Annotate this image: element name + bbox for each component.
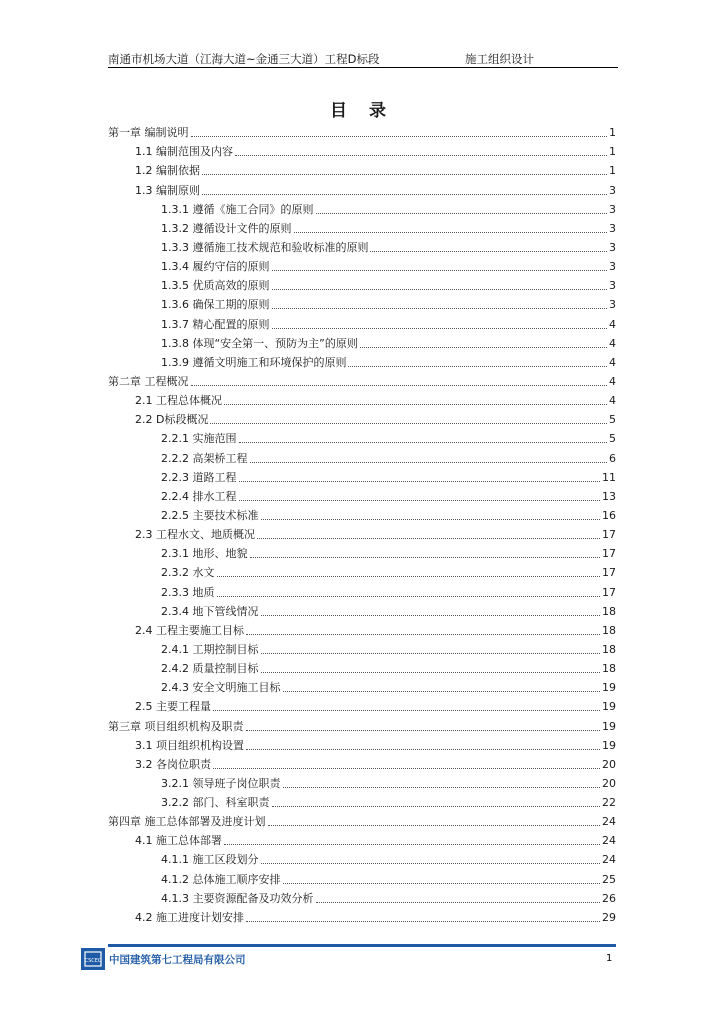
header-divider — [108, 67, 618, 68]
toc-entry[interactable] — [108, 123, 616, 142]
toc-entry-label: 1.3.9 遵循文明施工和环境保护的原则 — [161, 355, 347, 369]
toc-entry-page: 16 — [602, 508, 616, 522]
toc-dot-leader — [261, 519, 601, 520]
toc-dot-leader — [316, 902, 601, 903]
toc-dot-leader — [250, 462, 608, 463]
toc-entry[interactable] — [108, 716, 616, 735]
toc-entry-page: 3 — [609, 221, 616, 235]
toc-entry-label: 2.1 工程总体概况 — [135, 394, 222, 408]
toc-entry[interactable] — [108, 755, 616, 774]
toc-entry[interactable] — [108, 353, 616, 372]
toc-entry-page: 1 — [609, 164, 616, 178]
toc-entry[interactable] — [108, 659, 616, 678]
toc-dot-leader — [217, 576, 601, 577]
toc-entry-label: 2.3.2 水文 — [161, 566, 215, 580]
toc-dot-leader — [261, 653, 601, 654]
toc-entry[interactable] — [108, 410, 616, 429]
toc-entry-page: 19 — [602, 719, 616, 733]
footer-company-name: 中国建筑第七工程局有限公司 — [109, 954, 246, 966]
toc-dot-leader — [213, 768, 600, 769]
toc-entry-label: 1.1 编制范围及内容 — [135, 145, 233, 159]
toc-entry-page: 17 — [602, 585, 616, 599]
toc-entry-page: 26 — [602, 891, 616, 905]
toc-dot-leader — [261, 672, 601, 673]
toc-entry[interactable] — [108, 582, 616, 601]
toc-entry-label: 1.3.7 精心配置的原则 — [161, 317, 270, 331]
toc-entry-label: 2.2.3 道路工程 — [161, 470, 237, 484]
company-logo-icon — [81, 948, 105, 970]
toc-entry-label: 1.3.4 履约守信的原则 — [161, 260, 270, 274]
toc-dot-leader — [370, 251, 607, 252]
toc-dot-leader — [213, 710, 600, 711]
logo-text: CSCEC — [84, 958, 102, 964]
toc-entry[interactable] — [108, 889, 616, 908]
toc-dot-leader — [210, 423, 607, 424]
table-of-contents — [108, 123, 616, 927]
toc-entry-page: 24 — [602, 853, 616, 867]
toc-entry[interactable] — [108, 774, 616, 793]
toc-entry-page: 20 — [602, 776, 616, 790]
toc-entry[interactable] — [108, 429, 616, 448]
toc-entry-page: 25 — [602, 872, 616, 886]
toc-entry-label: 1.2 编制依据 — [135, 164, 200, 178]
toc-dot-leader — [272, 806, 601, 807]
toc-entry[interactable] — [108, 869, 616, 888]
toc-entry-label: 第一章 编制说明 — [108, 126, 189, 140]
toc-entry[interactable] — [108, 812, 616, 831]
toc-entry[interactable] — [108, 736, 616, 755]
toc-entry[interactable] — [108, 448, 616, 467]
toc-entry-label: 2.4.1 工期控制目标 — [161, 642, 259, 656]
logo-mark-icon — [83, 950, 103, 968]
toc-entry[interactable] — [108, 793, 616, 812]
toc-entry-page: 18 — [602, 642, 616, 656]
toc-entry-label: 2.2 D标段概况 — [135, 413, 209, 427]
toc-entry-label: 2.3.1 地形、地貌 — [161, 547, 248, 561]
toc-entry[interactable] — [108, 257, 616, 276]
toc-entry[interactable] — [108, 640, 616, 659]
toc-entry[interactable] — [108, 161, 616, 180]
toc-dot-leader — [250, 557, 601, 558]
toc-entry-page: 4 — [609, 355, 616, 369]
toc-entry-label: 2.4 工程主要施工目标 — [135, 623, 244, 637]
toc-entry[interactable] — [108, 238, 616, 257]
toc-entry-page: 29 — [602, 910, 616, 924]
toc-entry[interactable] — [108, 295, 616, 314]
toc-dot-leader — [202, 194, 607, 195]
toc-entry-label: 3.2 各岗位职责 — [135, 757, 211, 771]
toc-entry-label: 2.4.3 安全文明施工目标 — [161, 681, 281, 695]
toc-entry-label: 1.3.3 遵循施工技术规范和验收标准的原则 — [161, 240, 369, 254]
toc-entry[interactable] — [108, 276, 616, 295]
toc-entry-page: 19 — [602, 700, 616, 714]
toc-entry[interactable] — [108, 908, 616, 927]
toc-entry-page: 17 — [602, 547, 616, 561]
toc-dot-leader — [257, 538, 600, 539]
toc-entry-page: 4 — [609, 317, 616, 331]
toc-entry-page: 11 — [602, 470, 616, 484]
toc-entry[interactable] — [108, 602, 616, 621]
toc-dot-leader — [239, 442, 608, 443]
toc-entry-page: 6 — [609, 451, 616, 465]
toc-entry[interactable] — [108, 506, 616, 525]
toc-entry-page: 24 — [602, 815, 616, 829]
toc-dot-leader — [224, 844, 600, 845]
toc-dot-leader — [261, 615, 601, 616]
toc-entry-label: 1.3.6 确保工期的原则 — [161, 298, 270, 312]
toc-dot-leader — [268, 825, 601, 826]
toc-entry-page: 24 — [602, 834, 616, 848]
toc-dot-leader — [272, 289, 608, 290]
toc-entry[interactable] — [108, 180, 616, 199]
toc-entry-page: 17 — [602, 566, 616, 580]
toc-entry-label: 第二章 工程概况 — [108, 374, 189, 388]
toc-dot-leader — [191, 136, 608, 137]
toc-dot-leader — [272, 328, 608, 329]
toc-entry-label: 1.3.1 遵循《施工合同》的原则 — [161, 202, 314, 216]
toc-dot-leader — [272, 270, 608, 271]
toc-entry-page: 1 — [609, 126, 616, 140]
toc-dot-leader — [239, 481, 601, 482]
toc-dot-leader — [348, 366, 607, 367]
toc-entry-label: 3.2.1 领导班子岗位职责 — [161, 776, 281, 790]
toc-entry-label: 2.3 工程水文、地质概况 — [135, 528, 255, 542]
toc-dot-leader — [191, 385, 608, 386]
toc-entry-page: 20 — [602, 757, 616, 771]
toc-entry[interactable] — [108, 544, 616, 563]
toc-dot-leader — [239, 500, 601, 501]
toc-entry-page: 3 — [609, 202, 616, 216]
toc-dot-leader — [246, 921, 600, 922]
toc-entry-label: 4.1.1 施工区段划分 — [161, 853, 259, 867]
toc-entry-label: 2.2.5 主要技术标准 — [161, 508, 259, 522]
toc-entry[interactable] — [108, 850, 616, 869]
toc-entry[interactable] — [108, 831, 616, 850]
toc-entry[interactable] — [108, 334, 616, 353]
toc-entry-label: 3.2.2 部门、科室职责 — [161, 796, 270, 810]
toc-entry[interactable] — [108, 621, 616, 640]
toc-entry-label: 4.1 施工总体部署 — [135, 834, 222, 848]
page-header — [108, 51, 618, 67]
toc-dot-leader — [202, 174, 607, 175]
toc-entry-label: 1.3 编制原则 — [135, 183, 200, 197]
toc-entry[interactable] — [108, 219, 616, 238]
toc-dot-leader — [360, 347, 607, 348]
toc-dot-leader — [246, 634, 600, 635]
toc-entry-page: 19 — [602, 738, 616, 752]
toc-entry-label: 4.1.2 总体施工顺序安排 — [161, 872, 281, 886]
toc-entry-page: 18 — [602, 604, 616, 618]
toc-entry[interactable] — [108, 468, 616, 487]
toc-entry-page: 1 — [609, 145, 616, 159]
toc-entry-page: 18 — [602, 662, 616, 676]
toc-entry-label: 第四章 施工总体部署及进度计划 — [108, 815, 266, 829]
toc-entry-page: 19 — [602, 681, 616, 695]
toc-dot-leader — [272, 308, 608, 309]
footer-page-number: 1 — [606, 953, 613, 964]
toc-entry-label: 2.3.3 地质 — [161, 585, 215, 599]
toc-entry-label: 2.2.4 排水工程 — [161, 489, 237, 503]
toc-entry-page: 5 — [609, 432, 616, 446]
toc-entry-page: 17 — [602, 528, 616, 542]
toc-entry-label: 2.5 主要工程量 — [135, 700, 211, 714]
toc-entry-page: 3 — [609, 183, 616, 197]
toc-dot-leader — [283, 883, 601, 884]
toc-entry-page: 3 — [609, 298, 616, 312]
toc-entry[interactable] — [108, 678, 616, 697]
toc-entry[interactable] — [108, 525, 616, 544]
toc-entry-page: 4 — [609, 336, 616, 350]
toc-entry[interactable] — [108, 372, 616, 391]
header-project-title: 南通市机场大道（江海大道~金通三大道）工程D标段 — [108, 52, 380, 66]
toc-dot-leader — [316, 213, 608, 214]
toc-entry-page: 4 — [609, 394, 616, 408]
footer-divider — [108, 944, 616, 947]
toc-entry[interactable] — [108, 563, 616, 582]
toc-dot-leader — [246, 749, 600, 750]
toc-entry-label: 4.1.3 主要资源配备及功效分析 — [161, 891, 314, 905]
toc-entry[interactable] — [108, 200, 616, 219]
toc-entry-page: 22 — [602, 796, 616, 810]
toc-dot-leader — [246, 730, 601, 731]
toc-dot-leader — [261, 863, 601, 864]
toc-entry-label: 2.2.2 高架桥工程 — [161, 451, 248, 465]
toc-entry-page: 3 — [609, 260, 616, 274]
toc-entry-label: 2.2.1 实施范围 — [161, 432, 237, 446]
toc-entry-label: 2.4.2 质量控制目标 — [161, 662, 259, 676]
toc-entry-label: 3.1 项目组织机构设置 — [135, 738, 244, 752]
toc-entry-label: 第三章 项目组织机构及职责 — [108, 719, 244, 733]
toc-entry[interactable] — [108, 391, 616, 410]
toc-entry-page: 5 — [609, 413, 616, 427]
toc-entry-page: 18 — [602, 623, 616, 637]
toc-dot-leader — [217, 596, 601, 597]
toc-entry-label: 1.3.5 优质高效的原则 — [161, 279, 270, 293]
toc-entry-page: 13 — [602, 489, 616, 503]
toc-entry[interactable] — [108, 314, 616, 333]
header-doc-type: 施工组织设计 — [465, 52, 534, 66]
toc-dot-leader — [294, 232, 608, 233]
toc-entry-label: 1.3.8 体现“安全第一、预防为主”的原则 — [161, 336, 358, 350]
toc-dot-leader — [235, 155, 607, 156]
toc-dot-leader — [283, 691, 601, 692]
page-title: 目 录 — [330, 101, 394, 121]
toc-entry-label: 1.3.2 遵循设计文件的原则 — [161, 221, 292, 235]
toc-entry-page: 3 — [609, 279, 616, 293]
toc-entry-label: 2.3.4 地下管线情况 — [161, 604, 259, 618]
toc-entry[interactable] — [108, 697, 616, 716]
toc-dot-leader — [224, 404, 607, 405]
toc-entry[interactable] — [108, 487, 616, 506]
toc-entry-page: 4 — [609, 374, 616, 388]
toc-dot-leader — [283, 787, 601, 788]
toc-entry-page: 3 — [609, 240, 616, 254]
toc-entry[interactable] — [108, 142, 616, 161]
toc-entry-label: 4.2 施工进度计划安排 — [135, 910, 244, 924]
